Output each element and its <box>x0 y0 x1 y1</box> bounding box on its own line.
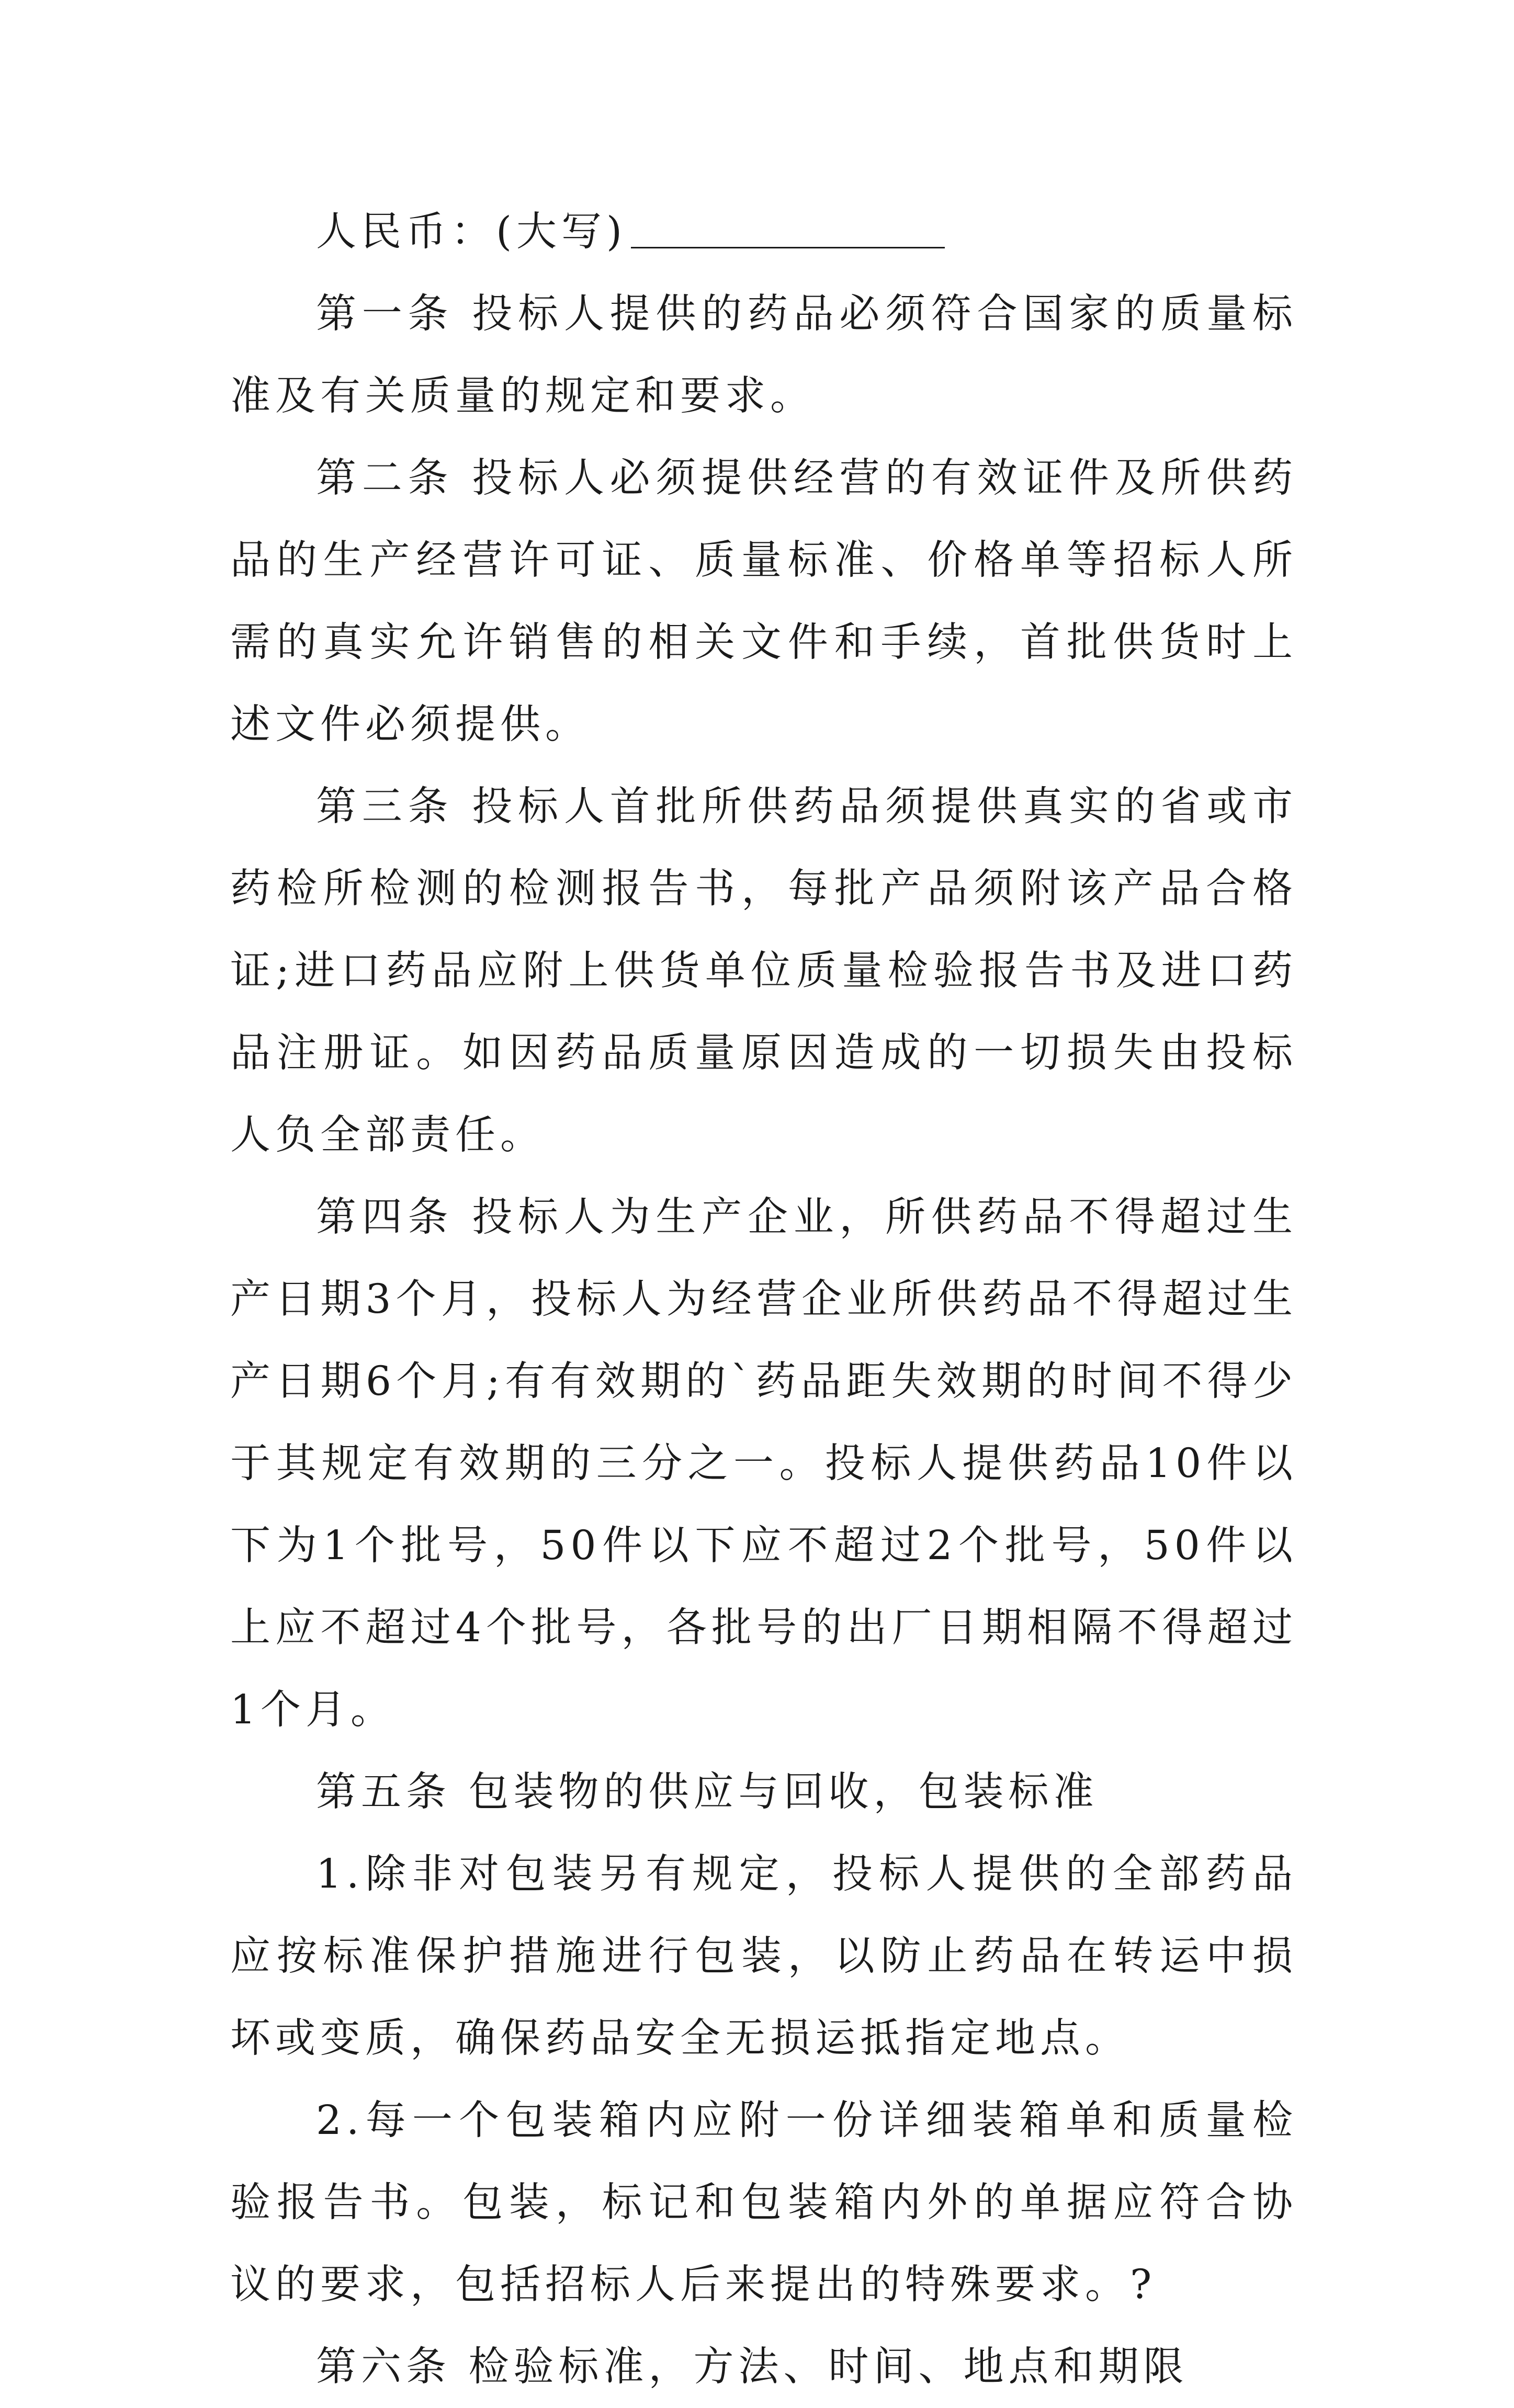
article-3-paragraph: 第三条 投标人首批所供药品须提供真实的省或市药检所检测的检测报告书，每批产品须附该产品合格证;进口药品应附上供货单位质量检验报告书及进口药品注册证。如因药品质量原因造成的一切损失由投标人负全部责任。 <box>230 783 1297 1158</box>
amount-line <box>230 191 1297 273</box>
article-2-paragraph: 第二条 投标人必须提供经营的有效证件及所供药品的生产经营许可证、质量标准、价格单等招标人所需的真实允许销售的相关文件和手续，首批供货时上述文件必须提供。 <box>230 455 1297 748</box>
article-5-item-2: 2.每一个包装箱内应附一份详细装箱单和质量检验报告书。包装，标记和包装箱内外的单据应符合协议的要求，包括招标人后来提出的特殊要求。? <box>230 2097 1297 2308</box>
article-5-item-1: 1.除非对包装另有规定，投标人提供的全部药品应按标准保护措施进行包装，以防止药品在转运中损坏或变质，确保药品安全无损运抵指定地点。 <box>230 1851 1297 2062</box>
article-5-heading: 第五条 包装物的供应与回收，包装标准 <box>316 1769 1099 1815</box>
article-6-heading: 第六条 检验标准，方法、时间、地点和期限 <box>316 2344 1189 2390</box>
amount-blank-field <box>631 246 945 248</box>
article-1-paragraph: 第一条 投标人提供的药品必须符合国家的质量标准及有关质量的规定和要求。 <box>230 291 1297 419</box>
amount-label: 人民币：(大写) <box>316 209 627 255</box>
document-body <box>230 191 1297 2408</box>
article-4-paragraph: 第四条 投标人为生产企业，所供药品不得超过生产日期3个月，投标人为经营企业所供药品不得超过生产日期6个月;有有效期的`药品距失效期的时间不得少于其规定有效期的三分之一。投标人提供药品10件以下为1个批号，50件以下应不超过2个批号，50件以上应不超过4个批号，各批号的出厂日期相隔不得超过1个月。 <box>230 1194 1297 1733</box>
